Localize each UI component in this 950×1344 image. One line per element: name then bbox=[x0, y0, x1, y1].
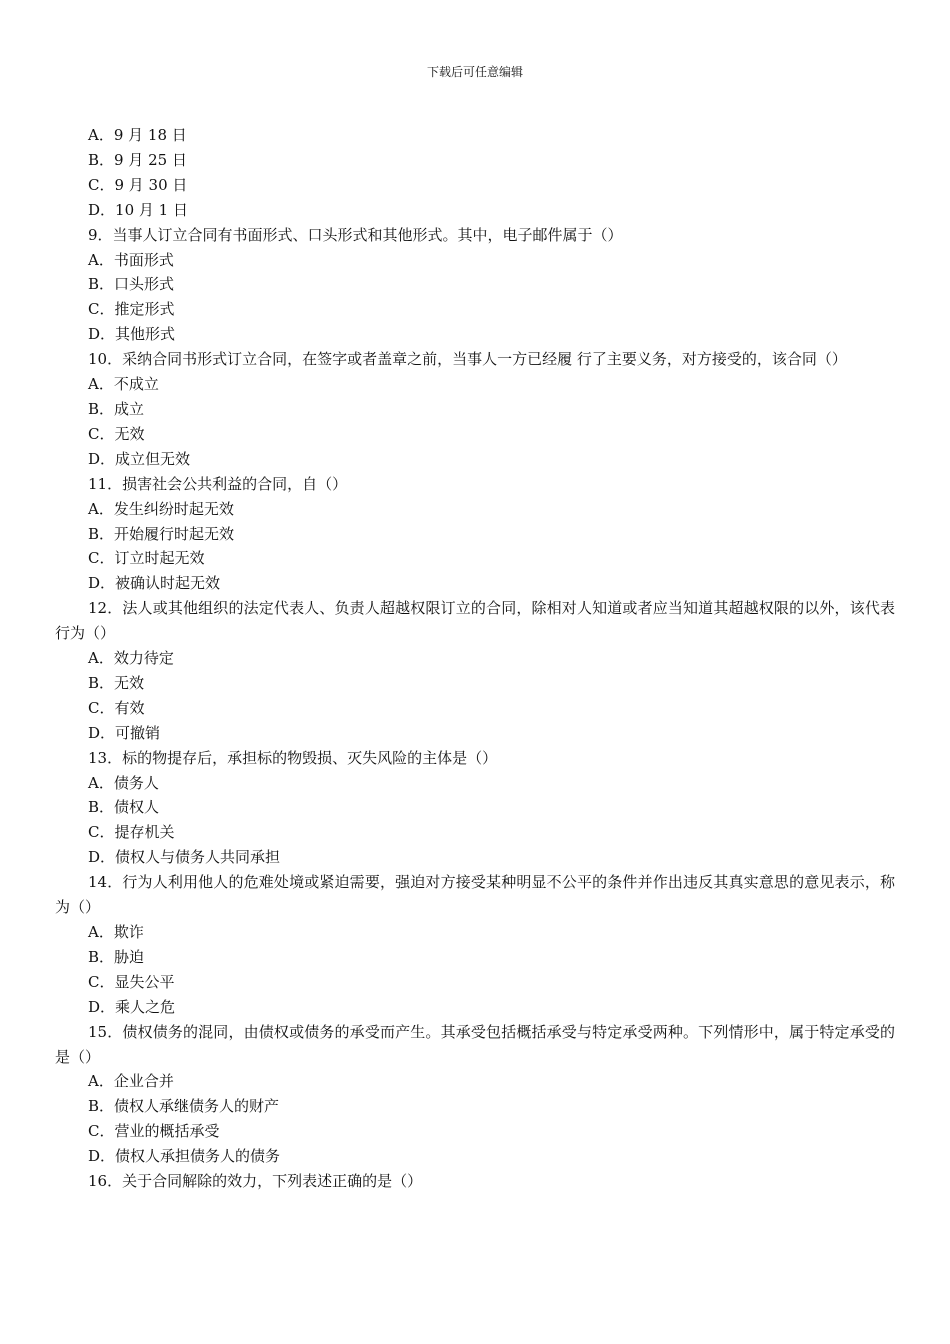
answer-option: D．其他形式 bbox=[88, 325, 176, 344]
answer-option: C．推定形式 bbox=[88, 300, 175, 319]
answer-option: A．书面形式 bbox=[88, 250, 174, 269]
answer-option: D．10 月 1 日 bbox=[88, 200, 188, 219]
answer-option: D．被确认时起无效 bbox=[88, 574, 221, 593]
answer-option: C．提存机关 bbox=[88, 823, 175, 842]
answer-option: B．9 月 25 日 bbox=[88, 150, 187, 169]
answer-option: A．欺诈 bbox=[88, 923, 144, 941]
answer-option: D．乘人之危 bbox=[88, 997, 176, 1016]
answer-option: A．发生纠纷时起无效 bbox=[88, 499, 234, 518]
question-text: 15．债权债务的混同，由债权或债务的承受而产生。其承受包括概括承受与特定承受两种。下列情形中，属于特定承受的是（） bbox=[55, 1022, 895, 1066]
answer-option: D．债权人与债务人共同承担 bbox=[88, 848, 281, 867]
answer-option: C．9 月 30 日 bbox=[88, 175, 188, 194]
page-header: 下载后可任意编辑 bbox=[426, 65, 523, 79]
question-text: 10．采纳合同书形式订立合同，在签字或者盖章之前，当事人一方已经履 行了主要义务，对方接受的，该合同（） bbox=[88, 350, 847, 369]
answer-option: B．成立 bbox=[88, 399, 145, 418]
answer-option: A．不成立 bbox=[88, 375, 159, 394]
answer-option: B．债权人 bbox=[88, 798, 160, 817]
answer-option: A．9 月 18 日 bbox=[88, 126, 187, 144]
answer-option: C．营业的概括承受 bbox=[88, 1122, 220, 1141]
answer-option: B．债权人承继债务人的财产 bbox=[88, 1097, 280, 1116]
question-text: 13．标的物提存后，承担标的物毁损、灭失风险的主体是（） bbox=[88, 748, 498, 767]
answer-option: D．债权人承担债务人的债务 bbox=[88, 1147, 281, 1166]
answer-option: A．企业合并 bbox=[88, 1072, 174, 1091]
answer-option: B．开始履行时起无效 bbox=[88, 524, 235, 543]
answer-option: D．可撤销 bbox=[88, 723, 161, 742]
document-body bbox=[55, 123, 895, 1194]
answer-option: B．口头形式 bbox=[88, 275, 175, 294]
answer-option: C．无效 bbox=[88, 424, 145, 443]
answer-option: A．效力待定 bbox=[88, 649, 174, 668]
answer-option: B．胁迫 bbox=[88, 947, 145, 966]
answer-option: C．显失公平 bbox=[88, 972, 175, 991]
question-text: 11．损害社会公共利益的合同，自（） bbox=[88, 474, 348, 493]
answer-option: C．有效 bbox=[88, 698, 145, 717]
answer-option: B．无效 bbox=[88, 673, 145, 692]
question-text: 9．当事人订立合同有书面形式、口头形式和其他形式。其中，电子邮件属于（） bbox=[88, 225, 623, 244]
question-text: 14．行为人利用他人的危难处境或紧迫需要，强迫对方接受某种明显不公平的条件并作出违反其真实意思的意见表示，称为（） bbox=[55, 873, 895, 917]
answer-option: A．债务人 bbox=[88, 773, 159, 792]
answer-option: D．成立但无效 bbox=[88, 449, 191, 468]
question-text: 16．关于合同解除的效力，下列表述正确的是（） bbox=[88, 1172, 423, 1191]
answer-option: C．订立时起无效 bbox=[88, 549, 205, 568]
question-text: 12．法人或其他组织的法定代表人、负责人超越权限订立的合同，除相对人知道或者应当知道其超越权限的以外，该代表行为（） bbox=[55, 599, 895, 643]
